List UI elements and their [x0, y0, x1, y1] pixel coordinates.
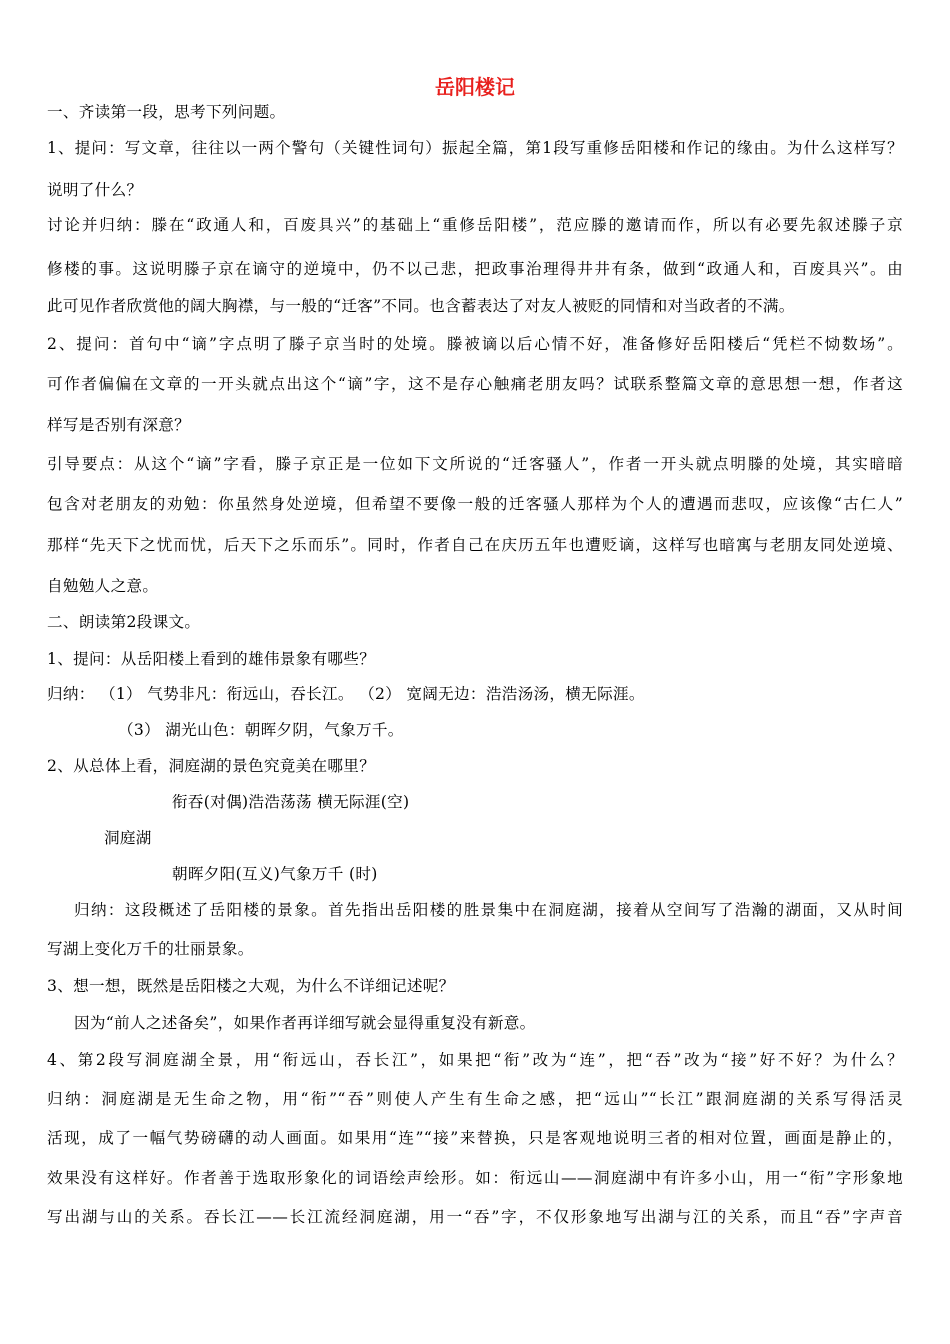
text-line: 写出湖与山的关系。吞长江——长江流经洞庭湖，用一“吞”字，不仅形象地写出湖与江的关系，而且“吞”字声音: [47, 1208, 903, 1226]
text-line: 归纳：这段概述了岳阳楼的景象。首先指出岳阳楼的胜景集中在洞庭湖，接着从空间写了浩瀚的湖面，又从时间: [74, 901, 903, 919]
text-line: 可作者偏偏在文章的一开头就点出这个“谪”字，这不是存心触痛老朋友吗？试联系整篇文章的意思想一想，作者这: [47, 375, 903, 393]
text-line: 写湖上变化万千的壮丽景象。: [47, 940, 254, 958]
text-line: 包含对老朋友的劝勉：你虽然身处逆境，但希望不要像一般的迁客骚人那样为个人的遭遇而悲叹，应该像“古仁人”: [47, 495, 903, 513]
text-line: 衔吞(对偶)浩浩荡荡 横无际涯(空): [172, 793, 410, 811]
section-heading-2: 二、朗读第2段课文。: [47, 613, 201, 631]
text-line: 那样“先天下之忧而忧，后天下之乐而乐”。同时，作者自己在庆历五年也遭贬谪，这样写也暗寓与老朋友同处逆境、: [47, 536, 903, 554]
text-line: 4、第2段写洞庭湖全景，用“衔远山，吞长江”，如果把“衔”改为“连”，把“吞”改为“接”好不好？为什么？: [47, 1051, 903, 1069]
text-line: 效果没有这样好。作者善于选取形象化的词语绘声绘形。如：衔远山——洞庭湖中有许多小山，用一“衔”字形象地: [47, 1169, 903, 1187]
text-line: 引导要点：从这个“谪”字看，滕子京正是一位如下文所说的“迁客骚人”，作者一开头就点明滕的处境，其实暗暗: [47, 455, 903, 473]
text-line: 此可见作者欣赏他的阔大胸襟，与一般的“迁客”不同。也含蓄表达了对友人被贬的同情和对当政者的不满。: [47, 297, 795, 315]
text-line: 归纳： （1） 气势非凡：衔远山，吞长江。 （2） 宽阔无边：浩浩汤汤，横无际涯。: [47, 685, 645, 703]
text-line: 1、提问：从岳阳楼上看到的雄伟景象有哪些？: [47, 650, 376, 668]
text-line: 朝晖夕阳(互义)气象万千 (时): [172, 865, 378, 883]
text-line: 2、提问：首句中“谪”字点明了滕子京当时的处境。滕被谪以后心情不好，准备修好岳阳楼后“凭栏不恸数场”。: [47, 335, 903, 353]
text-line: 说明了什么？: [47, 181, 143, 199]
text-line: 修楼的事。这说明滕子京在谪守的逆境中，仍不以己悲，把政事治理得井井有条，做到“政通人和，百废具兴”。由: [47, 260, 903, 278]
section-heading-1: 一、齐读第一段，思考下列问题。: [47, 103, 286, 121]
text-line: 1、提问：写文章，往往以一两个警句（关键性词句）振起全篇，第1段写重修岳阳楼和作记的缘由。为什么这样写？: [47, 139, 903, 157]
text-line: （3） 湖光山色：朝晖夕阴，气象万千。: [118, 721, 404, 739]
text-line: 讨论并归纳：滕在“政通人和，百废具兴”的基础上“重修岳阳楼”，范应滕的邀请而作，所以有必要先叙述滕子京: [47, 216, 903, 234]
text-line: 自勉勉人之意。: [47, 577, 159, 595]
text-line: 因为“前人之述备矣”，如果作者再详细写就会显得重复没有新意。: [74, 1014, 536, 1032]
text-line: 2、从总体上看，洞庭湖的景色究竟美在哪里？: [47, 757, 376, 775]
text-line: 洞庭湖: [104, 829, 152, 847]
text-line: 归纳：洞庭湖是无生命之物，用“衔”“吞”则使人产生有生命之感，把“远山”“长江”跟洞庭湖的关系写得活灵: [47, 1090, 903, 1108]
page-title: 岳阳楼记: [435, 75, 515, 99]
text-line: 样写是否别有深意？: [47, 416, 191, 434]
text-line: 3、想一想，既然是岳阳楼之大观，为什么不详细记述呢？: [47, 977, 455, 995]
text-line: 活现，成了一幅气势磅礴的动人画面。如果用“连”“接”来替换，只是客观地说明三者的相对位置，画面是静止的，: [47, 1129, 903, 1147]
